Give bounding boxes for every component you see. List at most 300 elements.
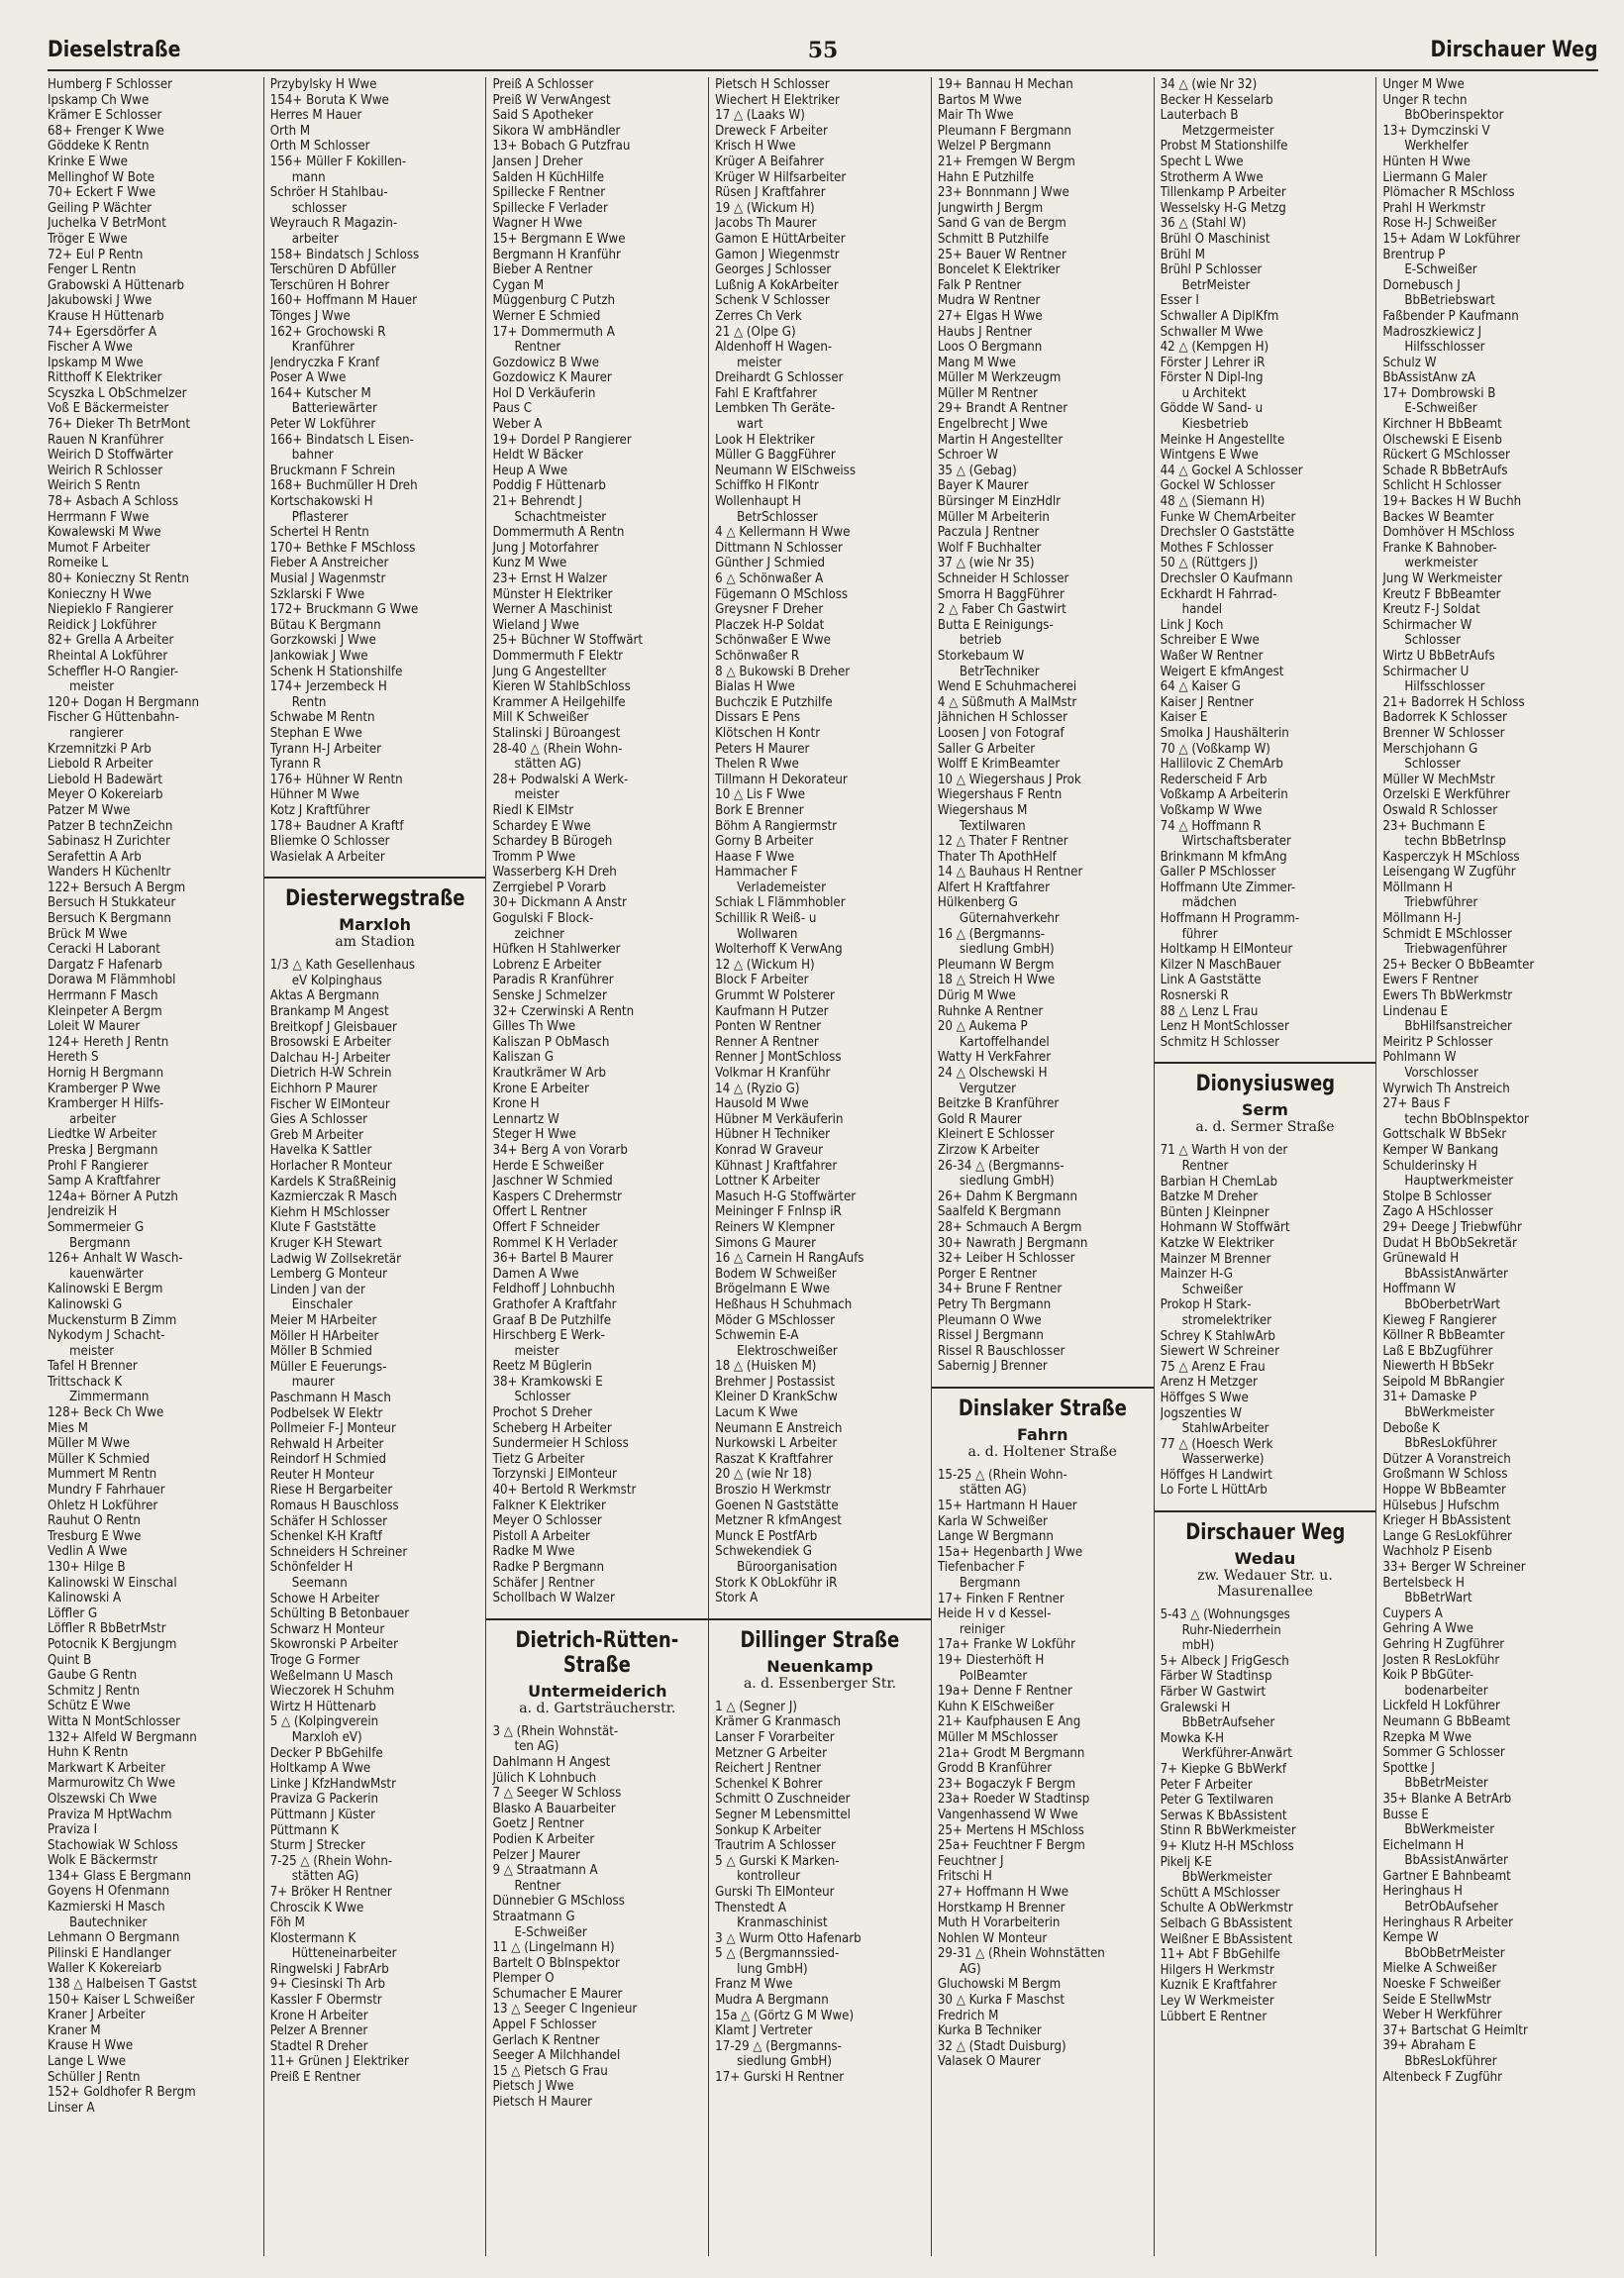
directory-entry: BetrObAufseher bbox=[1404, 1900, 1499, 1916]
directory-entry: Gerlach K Rentner bbox=[492, 2032, 600, 2048]
directory-entry: 122+ Bersuch A Bergm bbox=[48, 880, 186, 895]
directory-entry: Unger M Wwe bbox=[1382, 77, 1465, 92]
directory-entry: 9+ Ciesinski Th Arb bbox=[269, 1977, 386, 1993]
directory-entry: Kieren W StahlbSchloss bbox=[492, 679, 631, 695]
directory-entry: BetrTechniker bbox=[959, 664, 1040, 679]
directory-entry: Ipskamp Ch Wwe bbox=[48, 92, 150, 108]
directory-entry: Brankamp M Angest bbox=[269, 1004, 389, 1020]
directory-entry: Wirtz H Hüttenarb bbox=[269, 1699, 376, 1714]
directory-entry: Bersuch H Stukkateur bbox=[48, 895, 176, 911]
directory-entry: Schenkel K Bohrer bbox=[715, 1776, 823, 1792]
directory-entry: BbAssistAnwärter bbox=[1404, 1266, 1508, 1282]
directory-entry: Liedtke W Arbeiter bbox=[48, 1127, 157, 1143]
directory-entry: bodenarbeiter bbox=[1404, 1683, 1488, 1699]
directory-entry: Pflasterer bbox=[291, 509, 349, 525]
directory-entry: Bertelsbeck H bbox=[1382, 1575, 1465, 1591]
directory-entry: Ohletz H Lokführer bbox=[48, 1498, 158, 1513]
directory-entry: Podien K Arbeiter bbox=[492, 1831, 595, 1847]
directory-entry: Förster N Dipl-Ing bbox=[1160, 370, 1264, 386]
street-location: a. d. Essenberger Str. bbox=[743, 1675, 897, 1692]
directory-entry: Madroszkiewicz J bbox=[1382, 324, 1482, 340]
directory-entry: Föh M bbox=[269, 1916, 305, 1931]
directory-entry: Förster J Lehrer iR bbox=[1160, 355, 1266, 370]
directory-entry: Schreiber E Wwe bbox=[1160, 633, 1260, 649]
directory-entry: Wyrwich Th Anstreich bbox=[1382, 1081, 1510, 1096]
directory-entry: Loos O Bergmann bbox=[937, 340, 1043, 356]
directory-entry: Müller M Rentner bbox=[937, 385, 1038, 401]
directory-entry: meister bbox=[514, 1343, 559, 1359]
directory-entry: Schönwaßer R bbox=[715, 648, 800, 664]
directory-entry: Troge G Former bbox=[269, 1653, 360, 1668]
directory-entry: 30+ Dickmann A Anstr bbox=[492, 895, 627, 911]
directory-entry: Bautechniker bbox=[69, 1915, 148, 1930]
directory-entry: u Architekt bbox=[1181, 385, 1247, 401]
directory-entry: Wieczorek H Schuhm bbox=[269, 1684, 395, 1700]
directory-entry: 17+ Dommermuth A bbox=[492, 324, 615, 340]
directory-entry: Müller G BaggFührer bbox=[715, 448, 836, 464]
directory-entry: Rentn bbox=[291, 694, 327, 710]
directory-entry: Lenz H MontSchlosser bbox=[1160, 1019, 1289, 1035]
directory-entry: 34+ Brune F Rentner bbox=[937, 1282, 1063, 1297]
directory-entry: 21+ Badorrek H Schloss bbox=[1382, 694, 1525, 710]
directory-entry: Höffges H Landwirt bbox=[1160, 1467, 1272, 1483]
directory-entry: Zirzow K Arbeiter bbox=[937, 1142, 1040, 1158]
directory-entry: 152+ Goldhofer R Bergm bbox=[48, 2085, 196, 2101]
directory-entry: Prohl F Rangierer bbox=[48, 1158, 149, 1174]
directory-entry: Grabowski A Hüttenarb bbox=[48, 277, 185, 293]
directory-entry: mann bbox=[291, 169, 326, 185]
directory-entry: Kaliszan P ObMasch bbox=[492, 1034, 610, 1050]
directory-entry: Fenger L Rentn bbox=[48, 262, 137, 278]
directory-entry: Reindorf H Schmied bbox=[269, 1452, 387, 1468]
directory-entry: Peter G Textilwaren bbox=[1160, 1793, 1273, 1809]
directory-entry: Goetz J Rentner bbox=[492, 1816, 584, 1832]
directory-entry: Saalfeld K Bergmann bbox=[937, 1204, 1062, 1220]
directory-entry: Krinke E Wwe bbox=[48, 154, 128, 169]
directory-entry: Mair Th Wwe bbox=[937, 108, 1014, 124]
directory-entry: Jülich K Lohnbuch bbox=[492, 1770, 597, 1786]
street-heading: Diesterwegstraße bbox=[284, 886, 465, 912]
directory-entry: Heßhaus H Schuhmach bbox=[715, 1296, 853, 1312]
directory-entry: Stinn R BbWerkmeister bbox=[1160, 1823, 1296, 1839]
directory-entry: Pistoll A Arbeiter bbox=[492, 1528, 590, 1544]
directory-entry: Zago A HSchlosser bbox=[1382, 1204, 1493, 1220]
directory-entry: Loosen J von Fotograf bbox=[937, 725, 1065, 741]
directory-entry: Mudra W Rentner bbox=[937, 293, 1041, 309]
directory-entry: 15a+ Hegenbarth J Wwe bbox=[937, 1544, 1083, 1560]
directory-entry: Tröger E Wwe bbox=[48, 231, 128, 247]
directory-entry: Jansen J Dreher bbox=[492, 154, 583, 169]
directory-entry: Kleiner D KrankSchw bbox=[715, 1390, 838, 1405]
directory-entry: Klostermann K bbox=[269, 1930, 356, 1946]
directory-entry: Eckhardt H Fahrrad- bbox=[1160, 586, 1277, 602]
directory-entry: Orzelski E Werkführer bbox=[1382, 787, 1510, 803]
directory-entry: Schachtmeister bbox=[514, 509, 607, 525]
directory-entry: 19+ Backes H W Buchh bbox=[1382, 494, 1522, 510]
directory-entry: Bieber A Rentner bbox=[492, 262, 593, 278]
directory-entry: 172+ Bruckmann G Wwe bbox=[269, 602, 419, 618]
directory-entry: Cygan M bbox=[492, 277, 545, 293]
directory-entry: Krisch H Wwe bbox=[715, 139, 796, 155]
directory-entry: Preiß E Rentner bbox=[269, 2070, 361, 2086]
directory-entry: Niepieklo F Rangierer bbox=[48, 602, 174, 618]
district-name: Marxloh bbox=[339, 915, 411, 935]
directory-entry: BbBetriebswart bbox=[1404, 293, 1495, 309]
directory-entry: Kempe W bbox=[1382, 1930, 1439, 1946]
directory-entry: Wagner H Wwe bbox=[492, 216, 583, 232]
directory-entry: Gamon E HüttArbeiter bbox=[715, 231, 846, 247]
directory-entry: Specht L Wwe bbox=[1160, 154, 1244, 169]
directory-entry: Sand G van de Bergm bbox=[937, 216, 1066, 232]
directory-entry: Laß E BbZugführer bbox=[1382, 1343, 1493, 1359]
directory-entry: Chroscik K Wwe bbox=[269, 1900, 364, 1916]
directory-entry: Reuter H Monteur bbox=[269, 1467, 374, 1483]
directory-entry: Stork A bbox=[715, 1591, 759, 1606]
directory-entry: Löffler R BbBetrMstr bbox=[48, 1621, 166, 1637]
directory-entry: 15a △ (Görtz G M Wwe) bbox=[715, 2008, 855, 2023]
directory-entry: Krämer E Schlosser bbox=[48, 108, 162, 124]
district-name: Untermeiderich bbox=[528, 1681, 667, 1701]
directory-entry: Kiesbetrieb bbox=[1181, 417, 1249, 433]
directory-entry: Kaliszan G bbox=[492, 1050, 555, 1066]
directory-entry: Scyszka L ObSchmelzer bbox=[48, 385, 187, 401]
directory-entry: Kardels K StraßReinig bbox=[269, 1174, 397, 1190]
directory-entry: Elektroschweißer bbox=[737, 1343, 838, 1359]
directory-entry: Fredrich M bbox=[937, 2008, 999, 2023]
directory-entry: 27+ Hoffmann H Wwe bbox=[937, 1884, 1069, 1900]
directory-entry: Kilzer N MaschBauer bbox=[1160, 957, 1281, 973]
directory-entry: Kranführer bbox=[291, 340, 355, 356]
directory-entry: Weßelmann U Masch bbox=[269, 1668, 393, 1684]
directory-entry: 39+ Abraham E bbox=[1382, 2038, 1476, 2054]
directory-entry: 25+ Büchner W Stoffwärt bbox=[492, 633, 644, 649]
directory-entry: Bergmann bbox=[959, 1576, 1021, 1592]
street-location: am Stadion bbox=[335, 934, 415, 951]
directory-entry: BbBetrAufseher bbox=[1181, 1715, 1275, 1731]
directory-entry: lung GmbH) bbox=[737, 1961, 808, 1977]
directory-entry: BbAssistAnwärter bbox=[1404, 1853, 1508, 1869]
directory-entry: Hohmann W Stoffwärt bbox=[1160, 1220, 1290, 1236]
directory-entry: Schäfer J Rentner bbox=[492, 1575, 595, 1591]
directory-entry: Haubs J Rentner bbox=[937, 324, 1033, 340]
directory-entry: Bork E Brenner bbox=[715, 802, 804, 818]
directory-entry: Orth M bbox=[269, 123, 311, 139]
directory-entry: Lindenau E bbox=[1382, 1003, 1449, 1019]
directory-entry: Müller M Arbeiterin bbox=[937, 509, 1050, 525]
directory-entry: Böhm A Rangiermstr bbox=[715, 818, 838, 834]
directory-entry: Bütau K Bergmann bbox=[269, 617, 381, 633]
directory-entry: Preiß W VerwAngest bbox=[492, 92, 611, 108]
directory-entry: Pelzer A Brenner bbox=[269, 2023, 368, 2039]
directory-entry: Fieber A Anstreicher bbox=[269, 556, 389, 571]
directory-entry: Gockel W Schlosser bbox=[1160, 478, 1275, 494]
directory-entry: werkmeister bbox=[1404, 556, 1478, 571]
street-heading: Dietrich-Rütten-Straße bbox=[515, 1627, 679, 1678]
directory-entry: Brentrup P bbox=[1382, 247, 1446, 262]
directory-entry: 19+ Bannau H Mechan bbox=[937, 77, 1073, 92]
column-6 bbox=[1154, 77, 1376, 2256]
directory-entry: Muckensturm B Zimm bbox=[48, 1312, 177, 1328]
directory-entry: Porger E Rentner bbox=[937, 1266, 1038, 1282]
directory-entry: Mainzer M Brenner bbox=[1160, 1251, 1271, 1267]
directory-entry: Goyens H Ofenmann bbox=[48, 1884, 170, 1900]
directory-entry: Reiners W Klempner bbox=[715, 1219, 835, 1235]
directory-entry: Offert L Rentner bbox=[492, 1204, 587, 1220]
directory-entry: 15 △ Pietsch G Frau bbox=[492, 2063, 608, 2079]
directory-entry: 138 △ Halbeisen T Gastst bbox=[48, 1977, 197, 1993]
directory-entry: Brenner W Schlosser bbox=[1382, 725, 1505, 741]
directory-entry: stätten AG) bbox=[291, 1869, 359, 1885]
directory-entry: siedlung GmbH) bbox=[959, 1174, 1055, 1190]
directory-entry: Falkner K Elektriker bbox=[492, 1498, 606, 1513]
directory-entry: Trittschack K bbox=[48, 1374, 123, 1390]
directory-entry: Stolpe B Schlosser bbox=[1382, 1189, 1492, 1204]
header-street-range-end: Dirschauer Weg bbox=[1430, 38, 1598, 62]
directory-entry: Dommermuth F Elektr bbox=[492, 648, 623, 664]
directory-entry: Terschüren D Abfüller bbox=[269, 262, 396, 278]
directory-entry: Masuch H-G Stoffwärter bbox=[715, 1189, 857, 1204]
street-heading: Dinslaker Straße bbox=[958, 1396, 1127, 1421]
directory-entry: Kalinowski W Einschal bbox=[48, 1575, 177, 1591]
directory-entry: Aktas A Bergmann bbox=[269, 988, 379, 1004]
directory-entry: Wachholz P Eisenb bbox=[1382, 1544, 1492, 1560]
directory-entry: Bergmann H Kranführ bbox=[492, 247, 621, 262]
directory-entry: Gödde W Sand- u bbox=[1160, 401, 1264, 417]
directory-entry: 14 △ (Ryzio G) bbox=[715, 1081, 800, 1096]
directory-entry: Pietsch H Maurer bbox=[492, 2095, 593, 2111]
directory-entry: Renner A Rentner bbox=[715, 1034, 819, 1050]
directory-entry: 156+ Müller F Kokillen- bbox=[269, 154, 407, 169]
directory-entry: 44 △ Gockel A Schlosser bbox=[1160, 463, 1303, 478]
directory-entry: Radke P Bergmann bbox=[492, 1560, 605, 1575]
directory-entry: BetrMeister bbox=[1181, 277, 1251, 293]
directory-entry: Rentner bbox=[514, 1878, 561, 1894]
directory-entry: Pohlmann W bbox=[1382, 1050, 1457, 1066]
directory-entry: Kruger K-H Stewart bbox=[269, 1235, 382, 1251]
directory-entry: 176+ Hühner W Rentn bbox=[269, 772, 403, 787]
column-7 bbox=[1375, 77, 1598, 2256]
directory-entry: Gralewski H bbox=[1160, 1700, 1231, 1715]
directory-entry: Boncelet K Elektriker bbox=[937, 262, 1061, 278]
directory-entry: Werner E Schmied bbox=[492, 308, 601, 324]
directory-entry: Noeske F Schweißer bbox=[1382, 1977, 1501, 1993]
directory-entry: Siewert W Schreiner bbox=[1160, 1344, 1279, 1360]
directory-entry: Holtkamp H ElMonteur bbox=[1160, 942, 1293, 958]
directory-entry: Lehmann O Bergmann bbox=[48, 1930, 180, 1946]
directory-entry: Potocnik K Bergjungm bbox=[48, 1636, 177, 1652]
directory-entry: Köllner R BbBeamter bbox=[1382, 1328, 1505, 1344]
directory-entry: Salden H KüchHilfe bbox=[492, 169, 605, 185]
directory-entry: Placzek H-P Soldat bbox=[715, 617, 825, 633]
directory-entry: Offert F Schneider bbox=[492, 1219, 600, 1235]
directory-entry: Stachowiak W Schloss bbox=[48, 1837, 178, 1853]
directory-entry: handel bbox=[1181, 602, 1223, 618]
directory-entry: Reidick J Lokführer bbox=[48, 617, 156, 633]
directory-entry: Dorawa M Flämmhobl bbox=[48, 973, 176, 988]
directory-entry: Rzepka M Wwe bbox=[1382, 1729, 1472, 1745]
directory-entry: Lanser F Vorarbeiter bbox=[715, 1729, 835, 1745]
directory-entry: Wieland J Wwe bbox=[492, 617, 579, 633]
directory-entry: Weißner E BbAssistent bbox=[1160, 1931, 1293, 1947]
directory-entry: 38+ Kramkowski E bbox=[492, 1374, 603, 1390]
directory-entry: Horstkamp H Brenner bbox=[937, 1900, 1066, 1916]
directory-entry: Rommel K H Verlader bbox=[492, 1235, 618, 1251]
directory-entry: Feuchtner J bbox=[937, 1853, 1004, 1869]
directory-entry: 25+ Bauer W Rentner bbox=[937, 247, 1066, 262]
directory-entry: Möller B Schmied bbox=[269, 1344, 372, 1360]
directory-entry: Orth M Schlosser bbox=[269, 139, 370, 155]
directory-entry: Schütt A MSchlosser bbox=[1160, 1885, 1280, 1901]
directory-entry: 164+ Kutscher M bbox=[269, 385, 371, 401]
directory-entry: 88 △ Lenz L Frau bbox=[1160, 1003, 1259, 1019]
directory-entry: Kortschakowski H bbox=[269, 494, 373, 510]
directory-entry: Schowe H Arbeiter bbox=[269, 1591, 379, 1606]
directory-entry: Löffler G bbox=[48, 1605, 98, 1621]
directory-entry: Kotz J Kraftführer bbox=[269, 802, 370, 818]
directory-entry: Prochot S Dreher bbox=[492, 1405, 592, 1421]
column-5 bbox=[931, 77, 1154, 2256]
directory-entry: Krause H Wwe bbox=[48, 2038, 134, 2054]
directory-entry: Hallilovic Z ChemArb bbox=[1160, 757, 1283, 773]
directory-entry: 11+ Abt F BbGehilfe bbox=[1160, 1947, 1280, 1963]
directory-entry: Storkebaum W bbox=[937, 648, 1025, 664]
directory-entry: Färber W Stadtinsp bbox=[1160, 1669, 1272, 1685]
directory-entry: kontrolleur bbox=[737, 1869, 801, 1885]
directory-entry: Barbian H ChemLab bbox=[1160, 1174, 1278, 1190]
directory-entry: Kalinowski E Bergm bbox=[48, 1282, 163, 1297]
directory-entry: Schneider H Schlosser bbox=[937, 571, 1069, 586]
directory-entry: Volkmar H Kranführ bbox=[715, 1066, 831, 1081]
directory-entry: Liebold R Arbeiter bbox=[48, 757, 153, 773]
directory-entry: Kowalewski M Wwe bbox=[48, 525, 161, 541]
directory-entry: Segner M Lebensmittel bbox=[715, 1807, 851, 1822]
directory-entry: Schardey B Bürogeh bbox=[492, 834, 613, 850]
directory-entry: 178+ Baudner A Kraftf bbox=[269, 818, 404, 834]
directory-entry: Hütteneinarbeiter bbox=[291, 1946, 397, 1962]
column-4 bbox=[708, 77, 931, 2256]
directory-entry: 70 △ (Voßkamp W) bbox=[1160, 741, 1270, 757]
directory-entry: 20 △ (wie Nr 18) bbox=[715, 1467, 812, 1483]
directory-entry: Krone E Arbeiter bbox=[492, 1081, 589, 1096]
directory-entry: Güternahverkehr bbox=[959, 911, 1060, 927]
directory-entry: Pikelj K-E bbox=[1160, 1854, 1212, 1870]
directory-entry: schlosser bbox=[291, 200, 348, 216]
directory-entry: Preiß A Schlosser bbox=[492, 77, 594, 92]
district-name: Neuenkamp bbox=[766, 1656, 873, 1676]
directory-entry: Gozdowicz K Maurer bbox=[492, 370, 612, 386]
directory-entry: 158+ Bindatsch J Schloss bbox=[269, 247, 420, 262]
directory-entry: Kartoffelhandel bbox=[959, 1034, 1050, 1050]
directory-entry: Samp A Kraftfahrer bbox=[48, 1174, 160, 1190]
directory-entry: Wolk E Bäckermstr bbox=[48, 1853, 157, 1869]
directory-entry: Tillenkamp P Arbeiter bbox=[1160, 185, 1286, 201]
directory-entry: Gaube G Rentn bbox=[48, 1668, 138, 1684]
directory-entry: Metzner G Arbeiter bbox=[715, 1745, 827, 1761]
directory-entry: 11+ Grünen J Elektriker bbox=[269, 2054, 409, 2070]
directory-entry: AG) bbox=[959, 1961, 981, 1977]
directory-entry: Petry Th Bergmann bbox=[937, 1296, 1052, 1312]
directory-entry: 64 △ Kaiser G bbox=[1160, 679, 1241, 695]
directory-entry: ten AG) bbox=[514, 1739, 559, 1755]
directory-entry: 170+ Bethke F MSchloss bbox=[269, 540, 416, 556]
directory-entry: Hilfsschlosser bbox=[1404, 340, 1485, 356]
directory-entry: Horlacher R Monteur bbox=[269, 1159, 392, 1174]
directory-entry: Liebold H Badewärt bbox=[48, 772, 163, 787]
directory-entry: Alfert H Kraftfahrer bbox=[937, 880, 1050, 895]
directory-entry: 25+ Mertens H MSchloss bbox=[937, 1822, 1084, 1838]
directory-entry: Herres M Hauer bbox=[269, 108, 362, 124]
directory-entry: Stork K ObLokführ iR bbox=[715, 1575, 838, 1591]
directory-entry: Stadtel R Dreher bbox=[269, 2038, 368, 2054]
directory-entry: Heide H v d Kessel- bbox=[937, 1606, 1052, 1622]
directory-entry: Nurkowski L Arbeiter bbox=[715, 1436, 838, 1452]
directory-entry: Pietsch H Schlosser bbox=[715, 77, 830, 92]
directory-entry: Schwaller M Wwe bbox=[1160, 324, 1264, 340]
directory-entry: Katzke W Elektriker bbox=[1160, 1235, 1274, 1251]
directory-entry: Kleinpeter A Bergm bbox=[48, 1003, 162, 1019]
directory-entry: Spillecke F Rentner bbox=[492, 185, 606, 201]
directory-entry: Fügemann O MSchloss bbox=[715, 586, 849, 602]
directory-entry: Ewers Th BbWerkmstr bbox=[1382, 988, 1513, 1004]
directory-entry: 36 △ (Stahl W) bbox=[1160, 216, 1247, 232]
directory-entry: Greb M Arbeiter bbox=[269, 1127, 364, 1143]
directory-entry: 17+ Gurski H Rentner bbox=[715, 2070, 845, 2086]
directory-entry: Hahn E Putzhilfe bbox=[937, 169, 1035, 185]
directory-entry: Sommermeier G bbox=[48, 1219, 145, 1235]
directory-entry: Gurski Th ElMonteur bbox=[715, 1884, 835, 1900]
directory-entry: Look H Elektriker bbox=[715, 432, 815, 448]
directory-entry: 36+ Bartel B Maurer bbox=[492, 1251, 614, 1267]
directory-entry: Busse E bbox=[1382, 1807, 1429, 1822]
directory-entry: Müggenburg C Putzh bbox=[492, 293, 615, 309]
directory-entry: Podbelsek W Elektr bbox=[269, 1405, 383, 1421]
directory-entry: Rehwald H Arbeiter bbox=[269, 1436, 384, 1452]
directory-entry: Bergmann bbox=[69, 1235, 131, 1251]
directory-entry: Dürig M Wwe bbox=[937, 988, 1016, 1004]
directory-entry: Batteriewärter bbox=[291, 401, 377, 417]
directory-entry: führer bbox=[1181, 926, 1218, 942]
directory-entry: Lacum K Wwe bbox=[715, 1405, 798, 1421]
directory-entry: bahner bbox=[291, 448, 334, 464]
directory-entry: 40+ Bertold R Werkmstr bbox=[492, 1483, 637, 1499]
directory-entry: Sikora W ambHändler bbox=[492, 123, 621, 139]
directory-entry: Karla W Schweißer bbox=[937, 1513, 1048, 1529]
directory-entry: Hornig H Bergmann bbox=[48, 1066, 164, 1081]
directory-entry: Grünewald H bbox=[1382, 1251, 1460, 1267]
directory-columns bbox=[48, 77, 1598, 2256]
directory-entry: Müller W MechMstr bbox=[1382, 772, 1495, 787]
directory-entry: Praviza G Packerin bbox=[269, 1792, 379, 1808]
directory-entry: Terschüren H Bohrer bbox=[269, 277, 390, 293]
directory-entry: Schiffko H FlKontr bbox=[715, 478, 819, 494]
directory-entry: Mothes F Schlosser bbox=[1160, 540, 1273, 556]
directory-entry: 7-25 △ (Rhein Wohn- bbox=[269, 1853, 393, 1869]
directory-entry: Jung G Angestellter bbox=[492, 664, 607, 679]
directory-entry: Strotherm A Wwe bbox=[1160, 169, 1264, 185]
directory-entry: Niewerth H BbSekr bbox=[1382, 1359, 1494, 1375]
directory-entry: 166+ Bindatsch L Eisen- bbox=[269, 432, 414, 448]
directory-entry: Kalinowski G bbox=[48, 1296, 123, 1312]
directory-entry: Rückert G MSchlosser bbox=[1382, 448, 1510, 464]
directory-entry: 25a+ Feuchtner F Bergm bbox=[937, 1838, 1085, 1854]
directory-entry: Kaufmann H Putzer bbox=[715, 1003, 829, 1019]
directory-entry: 5+ Albeck J FrigGesch bbox=[1160, 1653, 1289, 1669]
directory-entry: Muth H Vorarbeiterin bbox=[937, 1916, 1061, 1931]
directory-entry: 3 △ (Rhein Wohnstät- bbox=[492, 1723, 619, 1739]
directory-entry: Watty H VerkFahrer bbox=[937, 1050, 1052, 1066]
directory-entry: 42 △ (Kempgen H) bbox=[1160, 340, 1269, 356]
directory-entry: Przybylsky H Wwe bbox=[269, 77, 377, 92]
